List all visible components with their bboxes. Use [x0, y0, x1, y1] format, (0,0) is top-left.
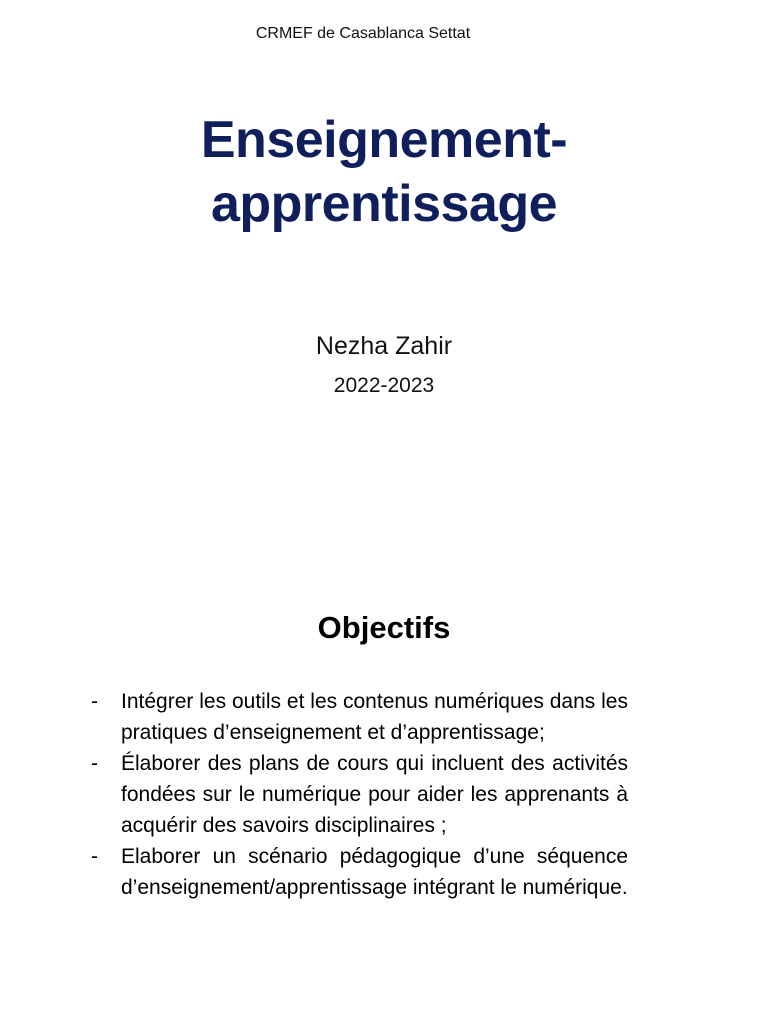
objective-item: [88, 686, 628, 748]
objective-text: Elaborer un scénario pédagogique d’une séquence d’enseignement/apprentissage intégrant le numérique.: [121, 845, 628, 899]
bullet-dash: -: [91, 845, 98, 868]
title-line-1: Enseignement-: [200, 111, 568, 169]
document-title: [0, 108, 768, 236]
objective-text: Élaborer des plans de cours qui incluent des activités fondées sur le numérique pour aider les apprenants à acquérir des savoirs disciplinaires ;: [121, 752, 628, 837]
objectives-heading: Objectifs: [317, 610, 451, 645]
objective-text: Intégrer les outils et les contenus numériques dans les pratiques d’enseignement et d’apprentissage;: [121, 690, 628, 744]
bullet-dash: -: [91, 752, 98, 775]
objective-item: [88, 748, 628, 841]
bullet-dash: -: [91, 690, 98, 713]
author-name: Nezha Zahir: [315, 332, 453, 360]
institution-header: CRMEF de Casablanca Settat: [255, 25, 471, 42]
objective-item: [88, 841, 628, 903]
objectives-list: [88, 686, 628, 903]
academic-year: 2022-2023: [333, 374, 435, 397]
title-line-2: apprentissage: [210, 175, 558, 233]
